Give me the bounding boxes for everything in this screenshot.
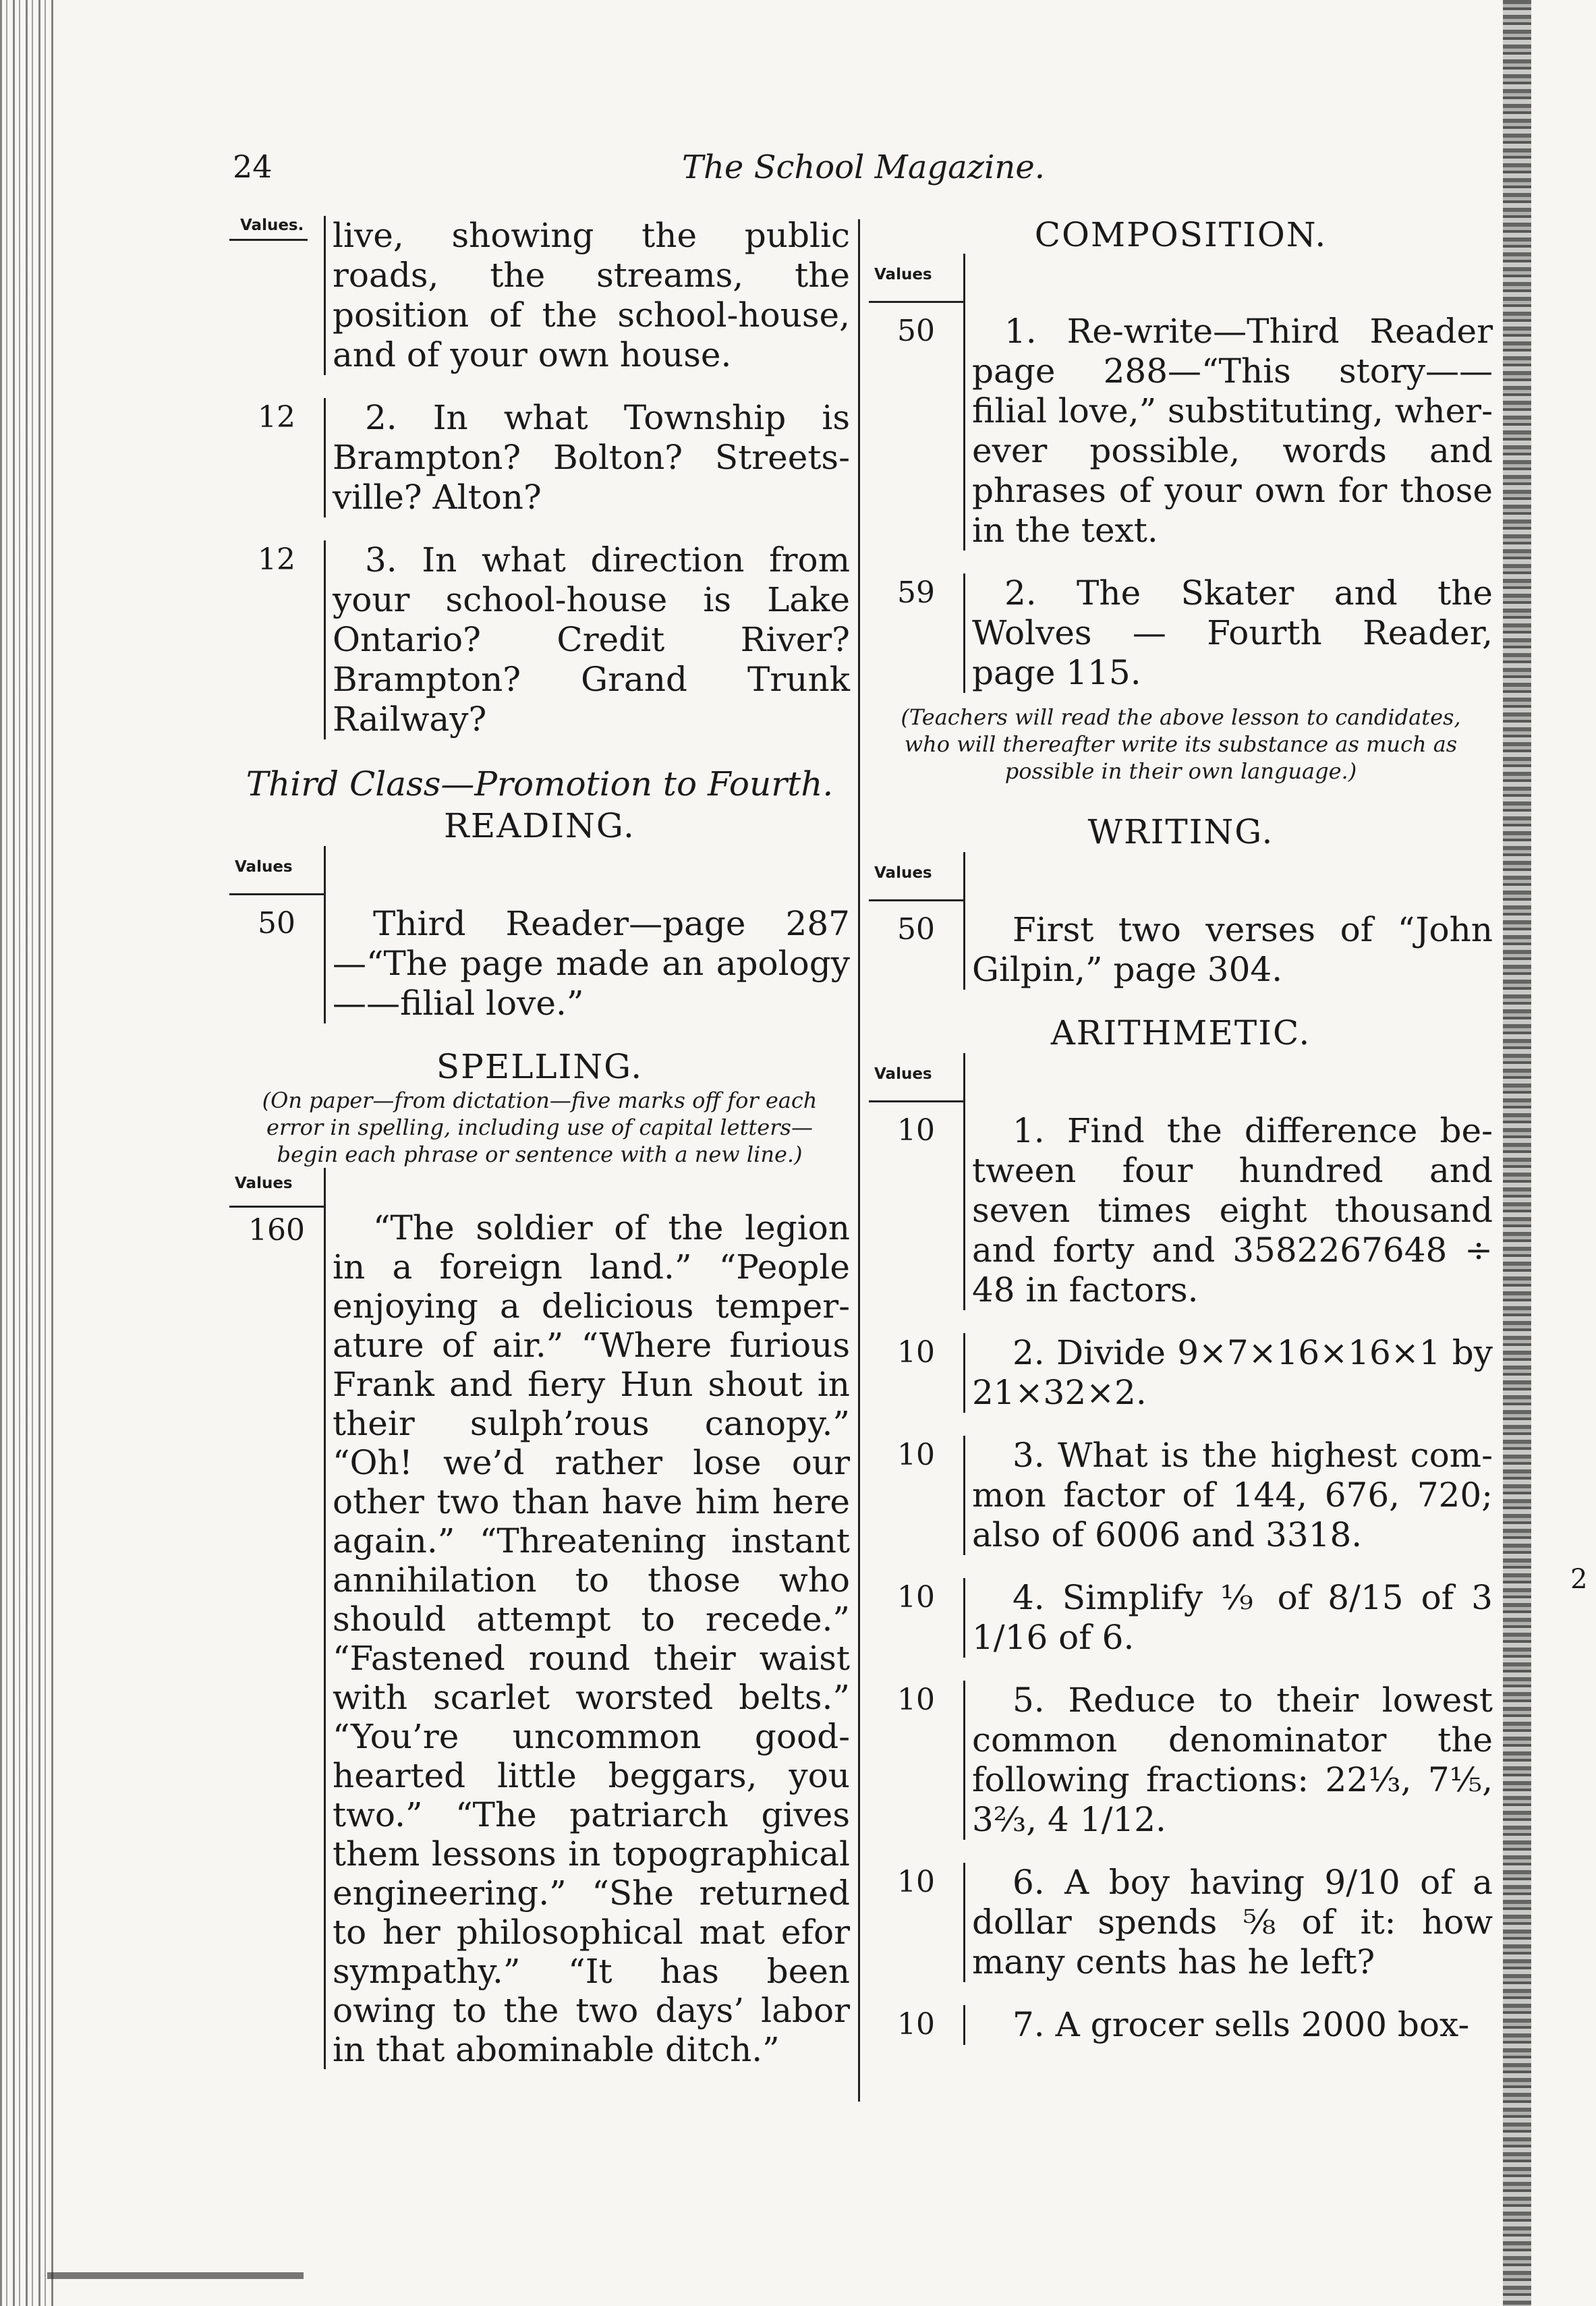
question-value: 10 <box>897 1335 935 1370</box>
arithmetic-question <box>869 1681 1493 1840</box>
margin-page-number: 2 <box>1570 1564 1588 1595</box>
page-number: 24 <box>233 148 273 185</box>
scan-page-edge <box>1503 0 1531 2306</box>
values-label: Values <box>874 864 932 882</box>
arithmetic-question <box>869 1333 1493 1413</box>
question-value: 12 <box>258 542 295 577</box>
question-value: 12 <box>258 400 295 434</box>
question-value: 50 <box>258 906 295 940</box>
question-text: 2. Divide 9×7×16×16×1 by 21×32×2. <box>963 1333 1493 1413</box>
column-divider <box>858 219 860 2102</box>
question-text: 2. The Skater and the Wolves — Fourth Reader, page 115. <box>963 573 1493 693</box>
spelling-heading: SPELLING. <box>436 1047 644 1086</box>
question-text: 1. Find the difference between four hundred and seven times eight thousand and forty and 3582267648 ÷ 48 in factors. <box>963 1111 1493 1310</box>
question-value: 10 <box>897 1683 935 1717</box>
scan-binding-edge <box>0 0 54 2306</box>
spelling-note: (On paper—from dictation—five marks off for each error in spelling, including use of capital letters—begin each phrase or sentence with a new line.) <box>262 1088 818 1167</box>
values-header <box>869 254 1493 312</box>
geography-q2 <box>229 398 850 517</box>
question-value: 59 <box>897 575 935 610</box>
composition-note: (Teachers will read the above lesson to candidates, who will thereafter write its substance as much as possible in their own language.) <box>901 704 1461 784</box>
question-value: 10 <box>897 1113 935 1148</box>
question-text: 3. What is the highest common factor of 144, 676, 720; also of 6006 and 3318. <box>963 1436 1493 1555</box>
values-header <box>229 1168 850 1208</box>
question-text: First two verses of “John Gilpin,” page 304. <box>963 910 1493 990</box>
class-title: Third Class—Promotion to Fourth. <box>246 764 834 804</box>
composition-q2 <box>869 573 1493 693</box>
geography-q1-continuation <box>229 216 850 375</box>
question-text: 5. Reduce to their lowest common denominator the following fractions: 22⅓, 7⅕, 3⅔, 4 1/12. <box>963 1681 1493 1840</box>
values-header <box>229 846 850 904</box>
arithmetic-heading: ARITHMETIC. <box>1050 1013 1311 1052</box>
composition-heading: COMPOSITION. <box>1034 215 1328 254</box>
reading-heading: READING. <box>444 806 635 845</box>
question-text: 1. Re-write—Third Reader page 288—“This story——filial love,” substituting, wherever possible, words and phrases of your own for those in the text. <box>963 312 1493 551</box>
values-header <box>869 1053 1493 1111</box>
question-value: 10 <box>897 1865 935 1899</box>
values-label: Values <box>235 1175 293 1192</box>
values-label: Values <box>874 266 932 283</box>
question-value: 50 <box>897 912 935 947</box>
arithmetic-question <box>869 2005 1493 2045</box>
arithmetic-question <box>869 1578 1493 1658</box>
values-header <box>869 852 1493 910</box>
values-label: Values <box>874 1065 932 1083</box>
question-text: 7. A grocer sells 2000 box- <box>963 2005 1493 2045</box>
scan-smudge <box>47 2272 304 2279</box>
arithmetic-question <box>869 1111 1493 1310</box>
page-header <box>233 148 1494 196</box>
question-text: “The soldier of the legion in a foreign land.” “People enjoying a delicious temperature of air.” “Where furious Frank and fiery Hun shout in their sulph’rous canopy.” “Oh! we’d rather lose our other two than have him here again.” “Threatening instant annihilation to those who should attempt to recede.” “Fastened round their waist with scarlet worsted belts.” “You’re uncommon good-hearted little beggars, you two.” “The patriarch gives them lessons in topographical engineering.” “She returned to her philosophical mat efor sympathy.” “It has been owing to the two days’ labor in that abominable ditch.” <box>324 1208 850 2069</box>
question-text: Third Reader—page 287—“The page made an apology——filial love.” <box>324 904 850 1023</box>
left-column <box>229 216 850 2069</box>
question-value: 10 <box>897 2007 935 2042</box>
writing-heading: WRITING. <box>1087 812 1274 851</box>
values-label: Values. <box>229 216 308 241</box>
question-text: 4. Simplify ⅑ of 8/15 of 3 1/16 of 6. <box>963 1578 1493 1658</box>
running-title: The School Magazine. <box>681 148 1045 186</box>
question-text: 6. A boy having 9/10 of a dollar spends ⅝ of it: how many cents has he left? <box>963 1863 1493 1982</box>
right-column <box>869 216 1493 2045</box>
question-text: live, showing the public roads, the streams, the position of the school-house, and of your own house. <box>324 216 850 375</box>
question-value: 50 <box>897 314 935 348</box>
composition-q1 <box>869 312 1493 551</box>
reading-question <box>229 904 850 1023</box>
question-text: 2. In what Township is Brampton? Bolton? Streetsville? Alton? <box>324 398 850 517</box>
question-value: 10 <box>897 1580 935 1614</box>
question-value: 10 <box>897 1438 935 1472</box>
values-label: Values <box>235 858 293 876</box>
arithmetic-question <box>869 1863 1493 1982</box>
question-text: 3. In what direction from your school-house is Lake Ontario? Credit River? Brampton? Grand Trunk Railway? <box>324 540 850 739</box>
writing-question <box>869 910 1493 990</box>
geography-q3 <box>229 540 850 739</box>
spelling-question <box>229 1208 850 2069</box>
arithmetic-question <box>869 1436 1493 1555</box>
question-value: 160 <box>248 1213 305 1247</box>
